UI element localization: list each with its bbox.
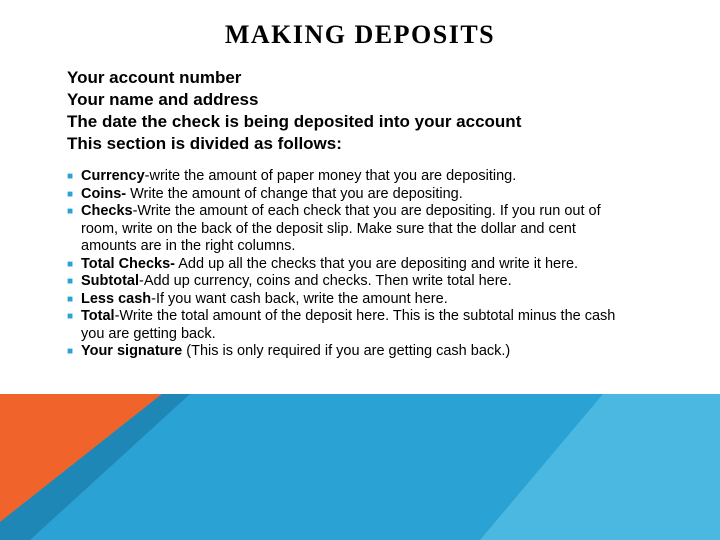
decorative-footer-band [0,388,720,540]
bullet-item [67,308,627,343]
bullet-text: -Write the amount of each check that you are depositing. If you run out of room, write on the back of the deposit slip. Make sure that the dollar and cent amounts are in the right columns. [81,203,601,254]
bullet-text: -write the amount of paper money that you are depositing. [144,168,517,184]
main-lines [67,67,687,155]
bullet-item [67,291,627,309]
bullet-item [67,168,627,186]
bullet-text: (This is only required if you are getting cash back.) [182,343,511,359]
bullet-item [67,186,627,204]
slide-title: MAKING DEPOSITS [224,20,496,49]
bullet-term: Total [81,308,115,324]
main-line: Your account number [67,68,242,87]
square-bullet-icon: ■ [67,206,74,217]
main-line: This section is divided as follows: [67,134,342,153]
main-line: The date the check is being deposited into your account [67,112,522,131]
square-bullet-icon: ■ [67,171,74,182]
bullet-item [67,203,627,256]
bullet-term: Checks [81,203,133,219]
bullet-term: Less cash [81,290,152,307]
bullet-term: Subtotal [81,273,139,289]
bullet-list [67,168,627,361]
bullet-text: -Add up currency, coins and checks. Then write total here. [139,273,512,289]
main-line: Your name and address [67,90,259,109]
square-bullet-icon: ■ [67,276,74,287]
square-bullet-icon: ■ [67,188,74,200]
bullet-text: -If you want cash back, write the amount here. [151,290,448,307]
square-bullet-icon: ■ [67,346,74,357]
bullet-text: Write the amount of change that you are depositing. [126,185,463,202]
bullet-item [67,256,627,274]
bullet-term: Currency [81,168,145,184]
square-bullet-icon: ■ [67,258,74,270]
bullet-term: Coins- [81,185,127,202]
bullet-item [67,273,627,291]
square-bullet-icon: ■ [67,293,74,305]
square-bullet-icon: ■ [67,311,74,322]
bullet-text: -Write the total amount of the deposit here. This is the subtotal minus the cash you are getting back. [81,308,616,342]
bullet-text: Add up all the checks that you are depositing and write it here. [175,255,579,272]
bullet-term: Your signature [81,343,183,359]
bullet-item [67,343,627,361]
bullet-term: Total Checks- [81,255,176,272]
